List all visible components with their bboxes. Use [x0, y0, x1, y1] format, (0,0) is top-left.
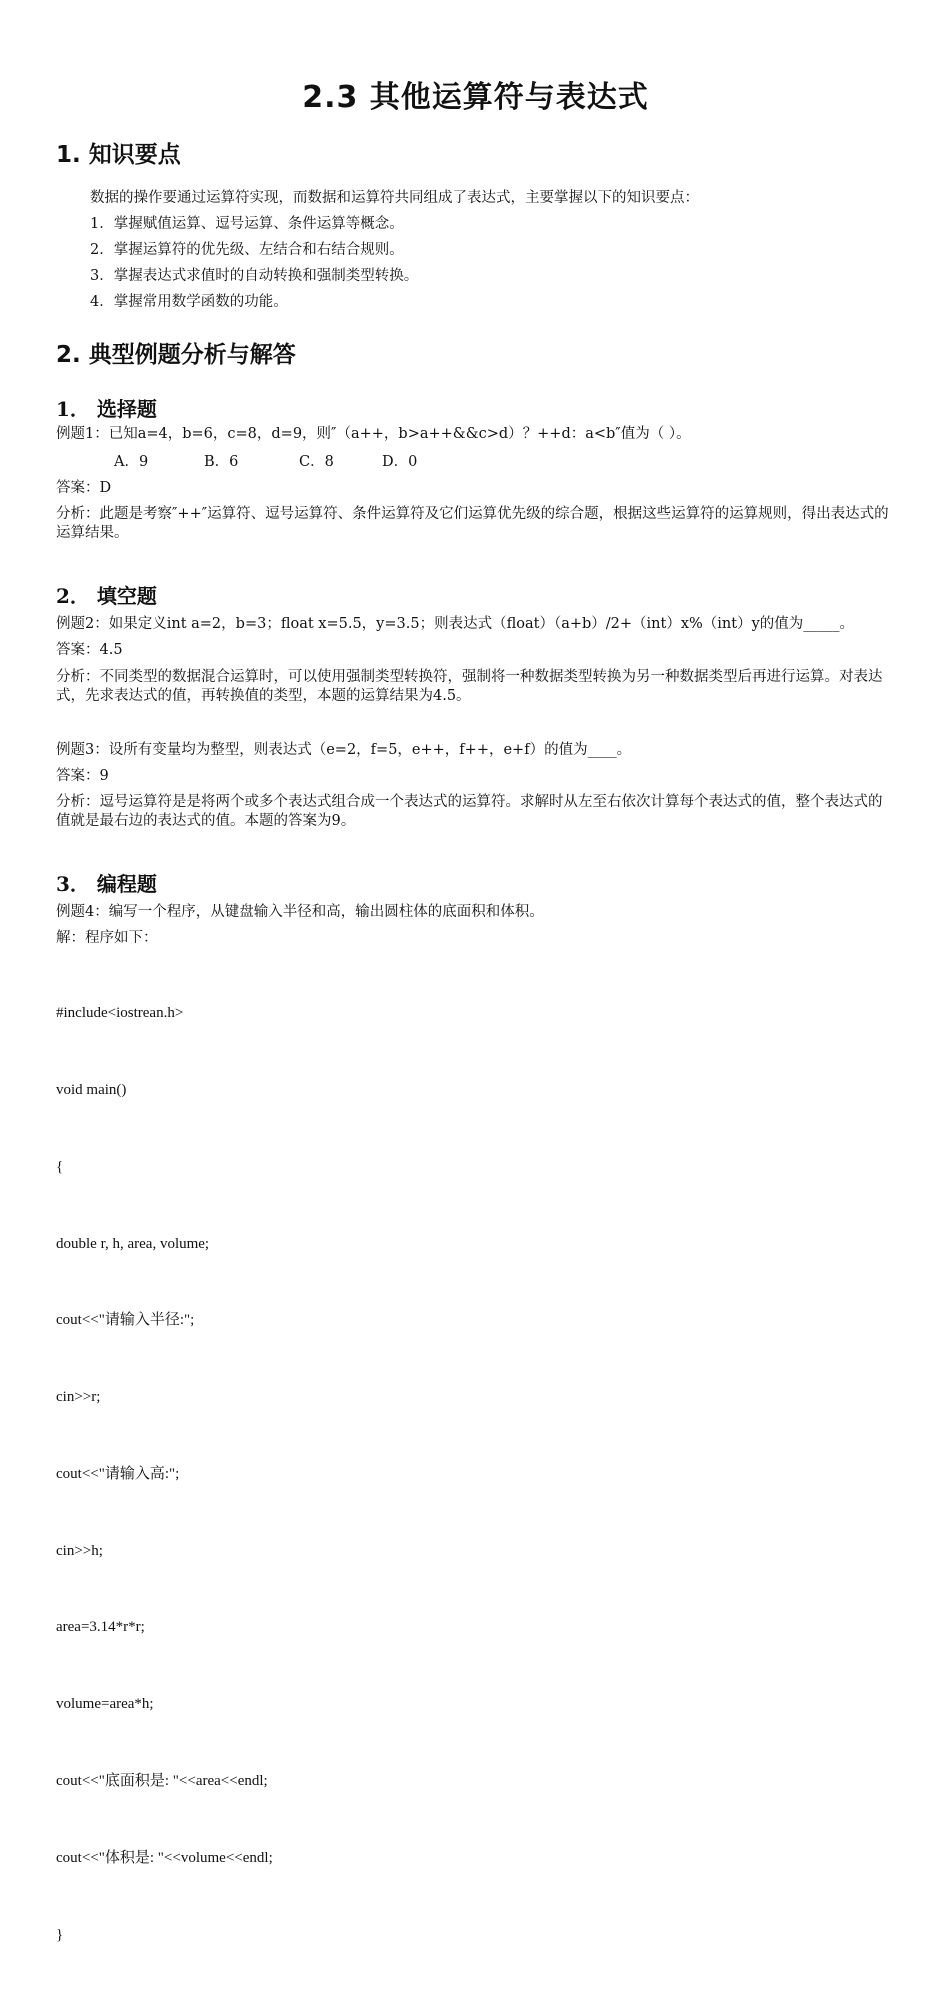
example-1-analysis: 分析：此题是考察″++″运算符、逗号运算符、条件运算符及它们运算优先级的综合题，根据这些运算符的运算规则，得出表达式的运算结果。 [56, 506, 889, 541]
code-line: area=3.14*r*r; [56, 1619, 145, 1636]
example-1-question: 例题1：已知a=4，b=6，c=8，d=9，则″（a++，b>a++&&c>d）？++d：a<b″值为（ ）。 [56, 426, 691, 442]
code-line: cout<<"请输入高:"; [56, 1465, 180, 1482]
example-4-question: 例题4：编写一个程序，从键盘输入半径和高，输出圆柱体的底面积和体积。 [56, 904, 544, 920]
subsection-heading-choice: 1． 选择题 [56, 397, 157, 421]
subsection-heading-fill: 2． 填空题 [56, 584, 157, 608]
option-d: D．0 [382, 454, 418, 470]
code-line: double r, h, area, volume; [56, 1235, 210, 1252]
example-1-answer: 答案：D [56, 480, 112, 496]
section-heading-knowledge: 1. 知识要点 [56, 142, 181, 168]
option-c: C．8 [299, 454, 334, 470]
knowledge-point-4: 4．掌握常用数学函数的功能。 [90, 294, 288, 310]
code-line: cout<<"底面积是: "<<area<<endl; [56, 1773, 268, 1789]
code-line: cin>>h; [56, 1542, 103, 1559]
example-1-options [114, 452, 417, 472]
program-code [56, 950, 273, 1999]
code-line: volume=area*h; [56, 1696, 154, 1713]
knowledge-intro: 数据的操作要通过运算符实现，而数据和运算符共同组成了表达式，主要掌握以下的知识要点： [90, 190, 699, 206]
code-line: cout<<"请输入半径:"; [56, 1312, 195, 1329]
code-line: } [56, 1926, 64, 1943]
code-line: cout<<"体积是: "<<volume<<endl; [56, 1849, 273, 1866]
example-2-question: 例题2：如果定义int a=2，b=3；float x=5.5，y=3.5；则表达式（float）（a+b）/2+（int）x%（int）y的值为_____。 [56, 616, 855, 632]
page-title: 2.3 其他运算符与表达式 [302, 80, 649, 115]
subsection-heading-program: 3． 编程题 [56, 872, 157, 896]
option-b: B．6 [204, 454, 239, 470]
example-4-solution-label: 解：程序如下： [56, 930, 158, 946]
example-3-answer: 答案：9 [56, 768, 109, 784]
code-line: { [56, 1158, 64, 1175]
code-line: #include<iostrean.h> [56, 1005, 184, 1022]
code-line: void main() [56, 1081, 127, 1098]
knowledge-point-3: 3．掌握表达式求值时的自动转换和强制类型转换。 [90, 268, 419, 284]
option-a: A．9 [114, 454, 149, 470]
example-3-analysis: 分析：逗号运算符是是将两个或多个表达式组合成一个表达式的运算符。求解时从左至右依次计算每个表达式的值，整个表达式的值就是最右边的表达式的值。本题的答案为9。 [56, 794, 883, 829]
code-line: cin>>r; [56, 1389, 101, 1406]
section-heading-examples: 2. 典型例题分析与解答 [56, 342, 296, 368]
example-2-analysis: 分析：不同类型的数据混合运算时，可以使用强制类型转换符，强制将一种数据类型转换为另一种数据类型后再进行运算。对表达式，先求表达式的值，再转换值的类型，本题的运算结果为4.5。 [56, 669, 883, 704]
example-2-answer: 答案：4.5 [56, 642, 123, 658]
knowledge-point-1: 1．掌握赋值运算、逗号运算、条件运算等概念。 [90, 216, 404, 232]
knowledge-point-2: 2．掌握运算符的优先级、左结合和右结合规则。 [90, 242, 404, 258]
example-3-question: 例题3：设所有变量均为整型，则表达式（e=2，f=5，e++，f++，e+f）的值为____。 [56, 742, 632, 758]
